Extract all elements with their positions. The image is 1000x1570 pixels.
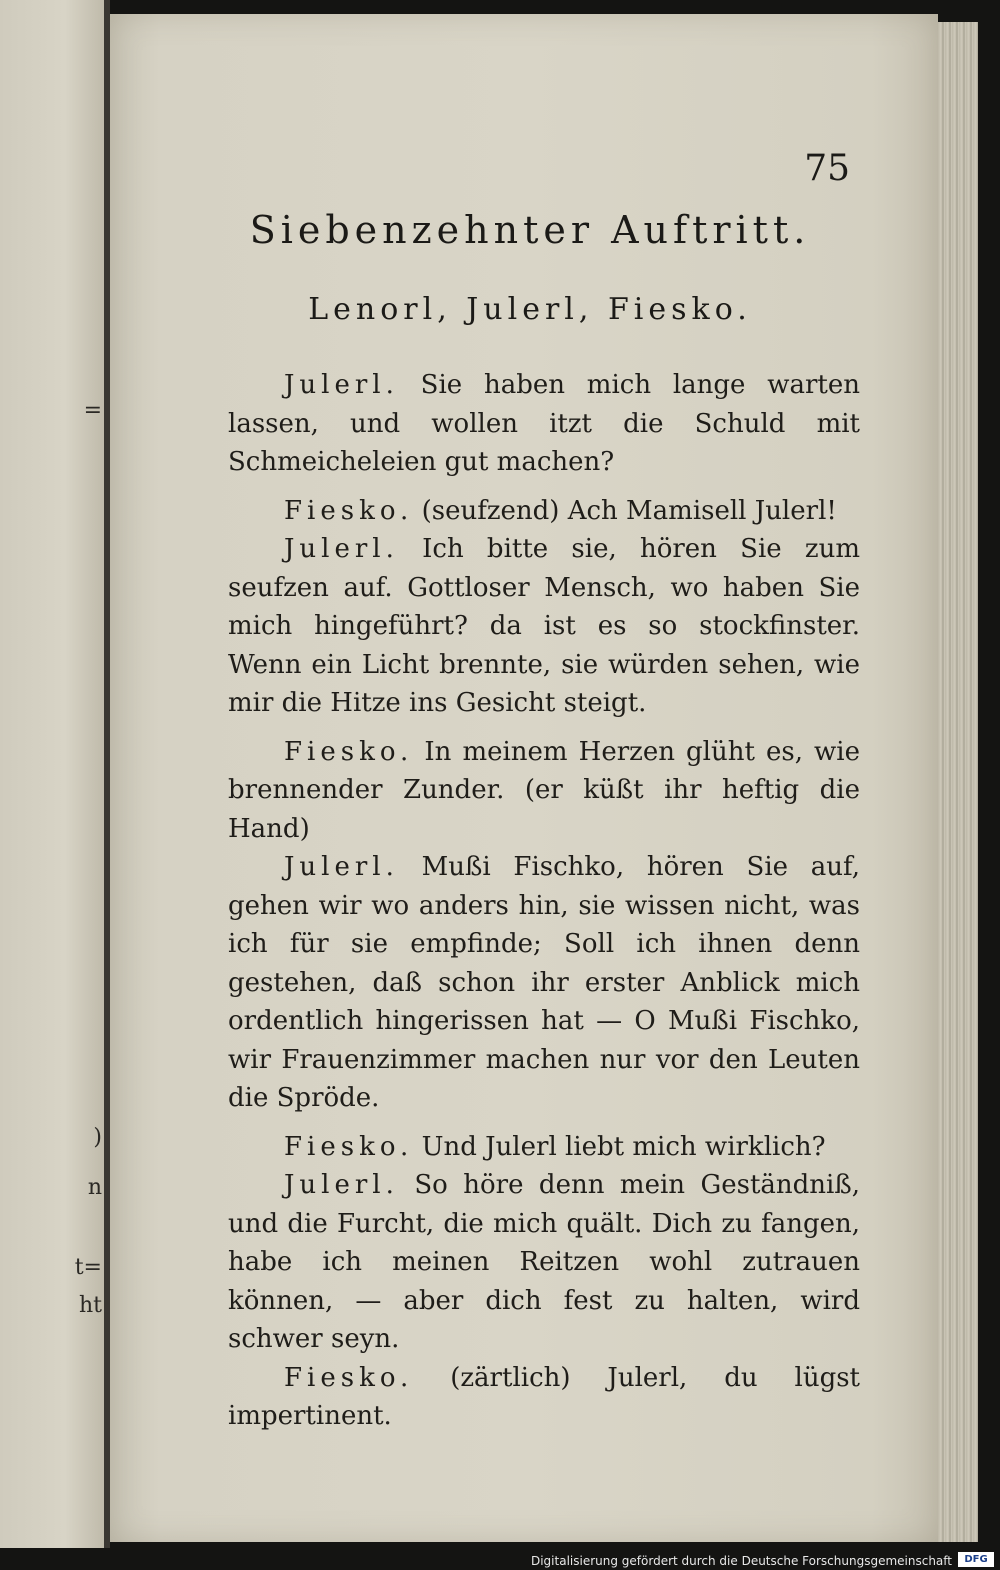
- speaker-name: Fiesko.: [284, 495, 414, 526]
- speaker-name: Julerl.: [284, 370, 399, 400]
- dialogue-text: [228, 366, 860, 1436]
- page-edges: [938, 22, 978, 1542]
- character-list: Lenorl, Julerl, Fiesko.: [308, 292, 752, 327]
- scene-title: Siebenzehnter Auftritt.: [249, 208, 811, 252]
- dialogue-line: Mußi Fischko, hören Sie auf, gehen wir wo anders hin, sie wissen nicht, was ich für sie empfinde; Soll ich ihnen denn gestehen, daß schon ihr erster Anblick mich ordentlich hingerissen hat — O Mußi Fischko, wir Frauenzimmer machen nur vor den Leuten die Spröde.: [228, 852, 860, 1113]
- dialogue-line: (zärtlich) Julerl, du lügst impertinent.: [228, 1362, 860, 1431]
- left-page-fragment: =: [83, 398, 102, 423]
- speaker-name: Fiesko.: [284, 736, 414, 767]
- scan-border: [978, 0, 1000, 1548]
- left-page-fragment: ): [93, 1125, 102, 1150]
- speaker-name: Fiesko.: [284, 1131, 414, 1162]
- dialogue-line: Ich bitte sie, hören Sie zum seufzen auf. Gottloser Mensch, wo haben Sie mich hingeführt? da ist es so stockfinster. Wenn ein Licht brennte, sie würden sehen, wie mir die Hitze ins Gesicht steigt.: [228, 534, 860, 718]
- left-page-margin: [0, 0, 108, 1548]
- funding-credit: Digitalisierung gefördert durch die Deutsche Forschungsgemeinschaft: [530, 1554, 952, 1568]
- dialogue-paragraph: [228, 530, 860, 723]
- speaker-name: Julerl.: [284, 534, 399, 564]
- dialogue-paragraph: [228, 366, 860, 482]
- speaker-name: Fiesko.: [284, 1362, 414, 1393]
- speaker-name: Julerl.: [284, 852, 399, 882]
- dialogue-line: So höre denn mein Geständniß, und die Furcht, die mich quält. Dich zu fangen, habe ich meinen Reitzen wohl zutrauen können, — aber dich fest zu halten, wird schwer seyn.: [228, 1170, 860, 1354]
- dialogue-line: Und Julerl liebt mich wirklich?: [413, 1131, 826, 1162]
- left-page-fragment: t=: [74, 1255, 102, 1280]
- dialogue-paragraph: [228, 733, 860, 849]
- dialogue-line: Sie haben mich lange warten lassen, und wollen itzt die Schuld mit Schmeicheleien gut machen?: [228, 370, 860, 477]
- left-page-fragment: n: [87, 1175, 102, 1200]
- dialogue-line: (seufzend) Ach Mamisell Julerl!: [413, 495, 837, 526]
- dfg-logo-icon: DFG: [958, 1552, 994, 1567]
- dialogue-paragraph: [228, 1128, 860, 1167]
- speaker-name: Julerl.: [284, 1170, 399, 1200]
- left-page-fragment: ht: [78, 1293, 102, 1318]
- digitization-footer: [0, 1548, 1000, 1570]
- dialogue-paragraph: [228, 1359, 860, 1436]
- page-number: 75: [804, 148, 850, 189]
- dialogue-paragraph: [228, 1166, 860, 1359]
- dialogue-line: In meinem Herzen glüht es, wie brennender Zunder. (er küßt ihr heftig die Hand): [228, 736, 860, 844]
- dialogue-paragraph: [228, 492, 860, 531]
- dialogue-paragraph: [228, 848, 860, 1118]
